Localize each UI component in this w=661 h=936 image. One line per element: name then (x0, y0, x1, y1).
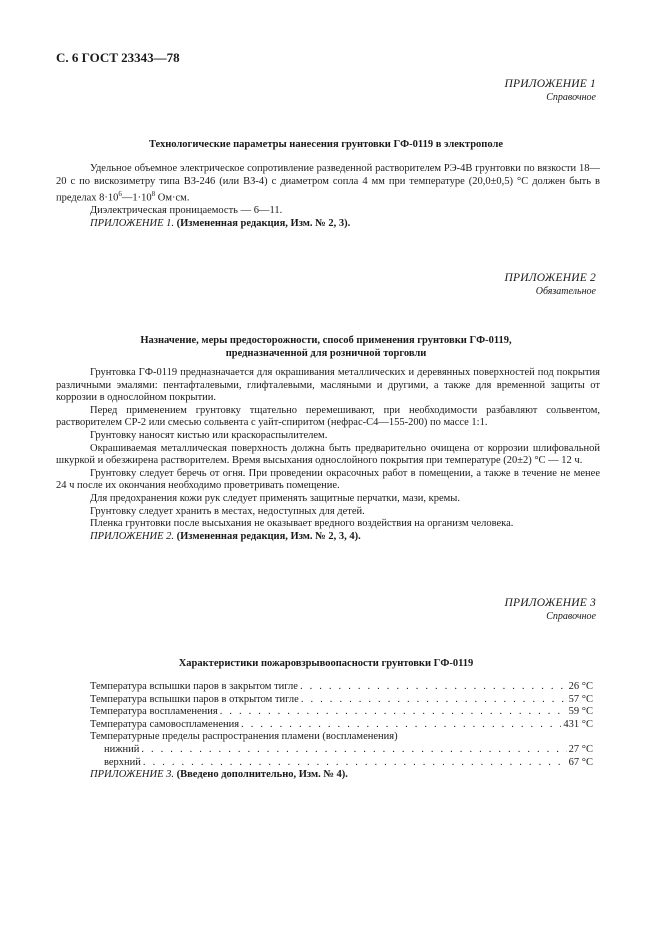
characteristic-value: 57 °С (568, 693, 593, 705)
appendix-1-note (56, 218, 600, 231)
appendix-2-note-text: (Измененная редакция, Изм. № 2, 3, 4). (176, 530, 361, 542)
appendix-2-label-block (504, 272, 596, 298)
appendix-1-p1-text-c: Ом·см. (155, 192, 190, 204)
appendix-2-title (56, 334, 596, 360)
appendix-3-title: Характеристики пожаровзрывоопасности грунтовки ГФ-0119 (178, 658, 474, 669)
characteristic-name: нижний (104, 743, 140, 755)
appendix-1-p1-exponent-1: 6 (118, 190, 122, 199)
appendix-1-note-label: ПРИЛОЖЕНИЕ 1. (90, 217, 174, 229)
appendix-2-title-line-1: Назначение, меры предосторожности, способ применения грунтовки ГФ-0119, (140, 335, 512, 346)
appendix-1-paragraph-2: Диэлектрическая проницаемость — 6—11. (90, 205, 283, 217)
appendix-2-paragraph-1: Грунтовка ГФ-0119 предназначается для окрашивания металлических и деревянных поверхностей под покрытия различными эмалями: пентафталевыми, глифталевыми, масляными и другими, а также для временной защиты от коррозии в однослойном покрытии. (56, 367, 600, 404)
appendix-3-label-block (504, 597, 596, 623)
characteristic-name: Температура вспышки паров в открытом тигле (90, 693, 299, 705)
characteristic-name: Температура самовоспламенения (90, 718, 240, 730)
appendix-1-p1-text-a: Удельное объемное электрическое сопротивление разведенной растворителем РЭ-4В грунтовки по вязкости 18—20 с по вискозиметру типа ВЗ-246 (или ВЗ-4) с диаметром сопла 4 мм при температуре (20,0±0,5) °С должен быть в пределах 8·10 (56, 163, 600, 204)
appendix-2-sublabel: Обязательное (535, 286, 596, 297)
appendix-1-paragraph-1 (56, 163, 600, 205)
limits-heading-row (90, 731, 593, 744)
characteristic-row (90, 744, 593, 757)
leader-dots (220, 706, 567, 719)
appendix-2-paragraph-2: Перед применением грунтовку тщательно перемешивают, при необходимости разбавляют сольвентом, растворителем СР-2 или смесью сольвента с уайт-спиритом (нефрас-С4—155-200) по массе 1:1. (56, 404, 600, 429)
characteristic-row (90, 719, 593, 732)
appendix-3-note-text: (Введено дополнительно, Изм. № 4). (176, 769, 348, 781)
leader-dots (241, 719, 561, 732)
appendix-1-sublabel: Справочное (546, 92, 596, 103)
appendix-1-p1-text-b: —1·10 (121, 192, 152, 204)
appendix-2-label: ПРИЛОЖЕНИЕ 2 (504, 272, 596, 284)
characteristic-row (90, 694, 593, 707)
characteristic-value: 27 °С (568, 743, 593, 755)
characteristic-name: верхний (104, 756, 141, 768)
appendix-2-paragraph-7: Грунтовку следует хранить в местах, недоступных для детей. (90, 505, 365, 517)
appendix-3-note (90, 769, 593, 782)
appendix-1-label-block (504, 78, 596, 104)
appendix-2-paragraph-4: Окрашиваемая металлическая поверхность должна быть предварительно очищена от коррозии шлифовальной шкуркой и обезжирена растворителем. Время высыхания однослойного покрытия при температуре (20±2) °С — 12 ч. (56, 442, 600, 467)
characteristic-name: Температура воспламенения (90, 706, 218, 718)
characteristic-value: 67 °С (568, 756, 593, 768)
limits-heading: Температурные пределы распространения пламени (воспламенения) (90, 731, 398, 743)
appendix-1-p1-exponent-2: 8 (151, 190, 156, 199)
appendix-1-title: Технологические параметры нанесения грунтовки ГФ-0119 в электрополе (148, 139, 504, 150)
appendix-2-note (56, 531, 600, 544)
characteristic-row (90, 706, 593, 719)
page-header: С. 6 ГОСТ 23343—78 (56, 50, 180, 65)
appendix-1-label: ПРИЛОЖЕНИЕ 1 (504, 78, 596, 90)
leader-dots (141, 744, 566, 757)
characteristic-value: 59 °С (568, 706, 593, 718)
appendix-3-characteristics (90, 681, 593, 782)
appendix-2-paragraph-5: Грунтовку следует беречь от огня. При проведении окрасочных работ в помещении, а также в течение не менее 24 ч после их окончания необходимо проветривать помещение. (56, 467, 600, 492)
appendix-2-body (56, 367, 600, 543)
appendix-2-title-line-2: предназначенной для розничной торговли (225, 348, 427, 359)
leader-dots (143, 757, 567, 770)
characteristic-value: 431 °С (563, 718, 593, 730)
characteristic-row (90, 681, 593, 694)
appendix-2-paragraph-6: Для предохранения кожи рук следует применять защитные перчатки, мази, кремы. (90, 492, 460, 504)
characteristic-row (90, 757, 593, 770)
appendix-2-paragraph-3: Грунтовку наносят кистью или краскораспылителем. (90, 429, 328, 441)
leader-dots (300, 681, 567, 694)
appendix-1-body (56, 163, 600, 230)
characteristic-name: Температура вспышки паров в закрытом тигле (90, 681, 298, 692)
appendix-2-note-label: ПРИЛОЖЕНИЕ 2. (90, 530, 174, 542)
appendix-1-note-text: (Измененная редакция, Изм. № 2, 3). (176, 217, 351, 229)
appendix-3-sublabel: Справочное (546, 611, 596, 622)
characteristic-value: 26 °С (568, 681, 593, 692)
appendix-2-paragraph-8: Пленка грунтовки после высыхания не оказывает вредного воздействия на организм человека. (90, 518, 514, 530)
leader-dots (301, 694, 567, 707)
appendix-3-note-label: ПРИЛОЖЕНИЕ 3. (90, 769, 174, 781)
appendix-3-label: ПРИЛОЖЕНИЕ 3 (504, 597, 596, 609)
